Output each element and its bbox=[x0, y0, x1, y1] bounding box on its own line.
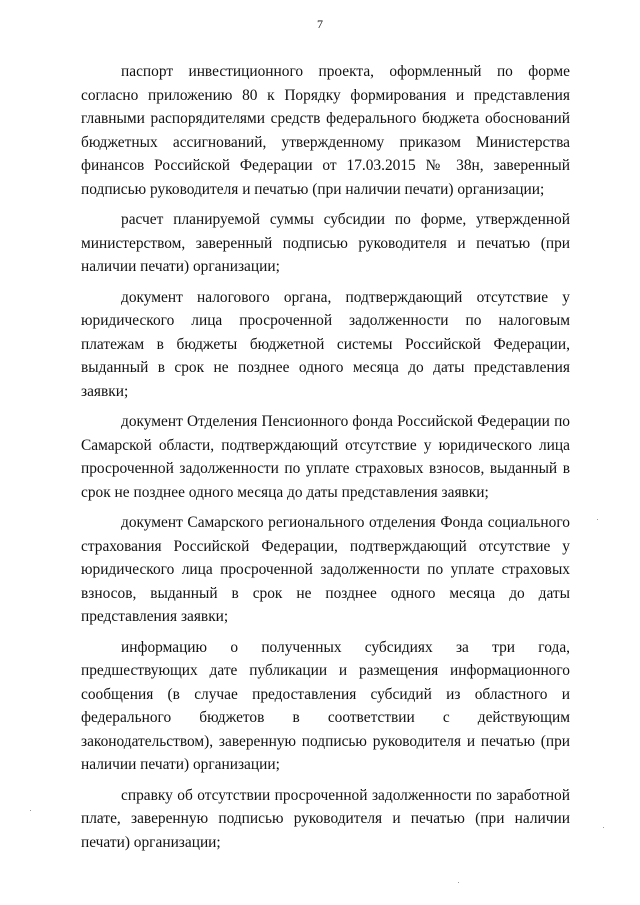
scan-speck bbox=[603, 827, 604, 828]
page-number: 7 bbox=[317, 17, 323, 31]
paragraph-subsidy-calculation: расчет планируемой суммы субсидии по форме, утвержденной министерством, заверенный подписью руководителя и печатью (при наличии печати) организации; bbox=[81, 211, 570, 275]
scan-speck bbox=[597, 519, 598, 520]
document-body bbox=[81, 60, 570, 854]
paragraph-pension-fund-document: документ Отделения Пенсионного фонда Российской Федерации по Самарской области, подтверждающий отсутствие у юридического лица просроченной задолженности по уплате страховых взносов, выданный в срок не позднее одного месяца до даты представления заявки; bbox=[81, 413, 570, 501]
paragraph-social-insurance-document: документ Самарского регионального отделения Фонда социального страхования Российской Федерации, подтверждающий отсутствие у юридического лица просроченной задолженности по уплате страховых взносов, выданный в срок не позднее одного месяца до даты представления заявки; bbox=[81, 514, 570, 625]
paragraph-subsidies-information: информацию о полученных субсидиях за три года, предшествующих дате публикации и размещения информационного сообщения (в случае предоставления субсидий из областного и федерального бюджетов в соответствии с действующим законодательством), заверенную подписью руководителя и печатью (при наличии печати) организации; bbox=[81, 638, 570, 773]
paragraph-investment-passport: паспорт инвестиционного проекта, оформленный по форме согласно приложению 80 к Порядку формирования и представления главными распорядителями средств федерального бюджета обоснований бюджетных ассигнований, утвержденному приказом Министерства финансов Российской Федерации от 17.03.2015 № 38н, заверенный подписью руководителя и печатью (при наличии печати) организации; bbox=[81, 63, 570, 198]
paragraph-wage-arrears-certificate: справку об отсутствии просроченной задолженности по заработной плате, заверенную подписью руководителя и печатью (при наличии печати) организации; bbox=[81, 786, 570, 851]
paragraph-tax-authority-document: документ налогового органа, подтверждающий отсутствие у юридического лица просроченной задолженности по налоговым платежам в бюджеты бюджетной системы Российской Федерации, выданный в срок не позднее одного месяца до даты представления заявки; bbox=[81, 288, 570, 400]
scan-speck bbox=[30, 810, 31, 811]
scan-speck bbox=[458, 882, 459, 883]
